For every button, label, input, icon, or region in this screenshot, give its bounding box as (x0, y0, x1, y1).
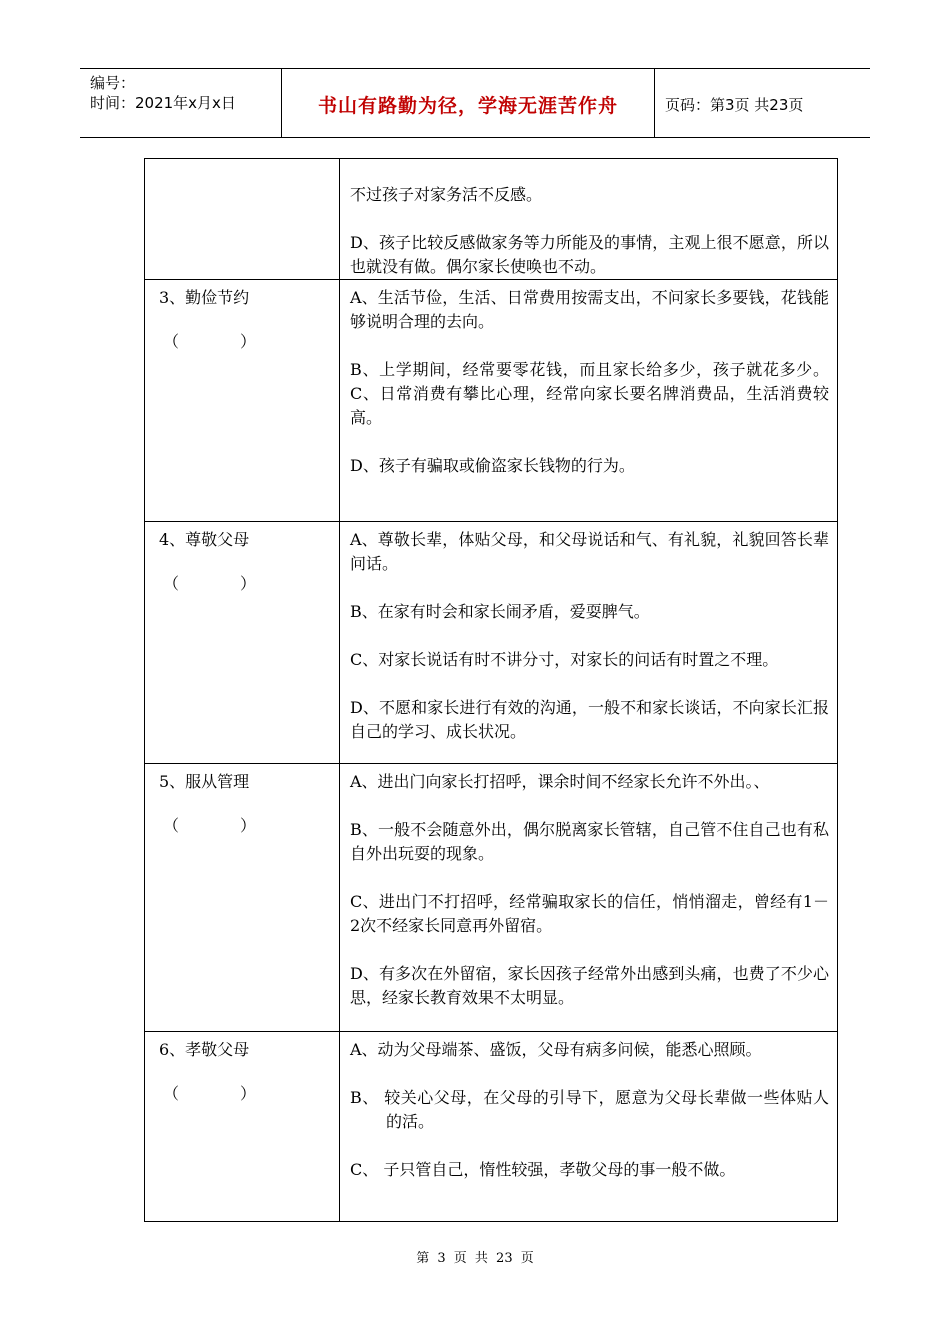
option-text: C、 子只管自己，惰性较强，孝敬父母的事一般不做。 (350, 1160, 736, 1179)
option-text: B、一般不会随意外出，偶尔脱离家长管辖，自己管不住自己也有私自外出玩耍的现象。 (350, 820, 829, 863)
table-row (145, 764, 838, 1032)
document-date-label: 时间：2021年x月x日 (90, 94, 236, 112)
header-meta (90, 73, 236, 113)
option-text: 不过孩子对家务活不反感。 (350, 185, 543, 204)
item-label: 5、服从管理 (159, 772, 250, 791)
options-cell (340, 159, 838, 280)
item-cell (145, 522, 340, 764)
page-header (80, 68, 870, 138)
option-text: A、生活节俭，生活、日常费用按需支出，不问家长多要钱，花钱能够说明合理的去向。 (350, 288, 829, 331)
item-label: 6、孝敬父母 (159, 1040, 250, 1059)
evaluation-table (144, 158, 838, 1222)
table-row (145, 1032, 838, 1222)
options-cell (340, 764, 838, 1032)
option-text: A、尊敬长辈，体贴父母，和父母说话和气、有礼貌，礼貌回答长辈问话。 (350, 530, 829, 573)
document-number-label: 编号： (90, 74, 136, 92)
item-cell (145, 159, 340, 280)
option-text: C、对家长说话有时不讲分寸，对家长的问话有时置之不理。 (350, 650, 779, 669)
item-cell (145, 764, 340, 1032)
table-row (145, 159, 838, 280)
answer-blank[interactable]: （ ） (163, 816, 257, 835)
option-text: A、动为父母端茶、盛饭，父母有病多问候，能悉心照顾。 (350, 1040, 762, 1059)
option-text: C、进出门不打招呼，经常骗取家长的信任，悄悄溜走，曾经有1－2次不经家长同意再外留宿。 (350, 892, 829, 935)
option-text: B、上学期间，经常要零花钱，而且家长给多少，孩子就花多少。C、日常消费有攀比心理，经常向家长要名牌消费品，生活消费较高。 (350, 360, 829, 427)
answer-blank[interactable]: （ ） (163, 332, 257, 351)
answer-blank[interactable]: （ ） (163, 1084, 257, 1103)
item-cell (145, 280, 340, 522)
item-cell (145, 1032, 340, 1222)
header-page-info: 页码：第3页 共23页 (665, 96, 804, 114)
option-text: D、孩子比较反感做家务等力所能及的事情，主观上很不愿意，所以也就没有做。偶尔家长使唤也不动。 (350, 233, 829, 276)
table-row (145, 280, 838, 522)
item-label: 3、勤俭节约 (159, 288, 250, 307)
option-text: D、孩子有骗取或偷盗家长钱物的行为。 (350, 456, 635, 475)
table-row (145, 522, 838, 764)
page-footer: 第 3 页 共 23 页 (416, 1251, 534, 1266)
header-motto: 书山有路勤为径，学海无涯苦作舟 (317, 95, 618, 117)
options-cell (340, 1032, 838, 1222)
item-label: 4、尊敬父母 (159, 530, 250, 549)
options-cell (340, 280, 838, 522)
answer-blank[interactable]: （ ） (163, 574, 257, 593)
option-text: B、 较关心父母，在父母的引导下，愿意为父母长辈做一些体贴人的活。 (350, 1088, 829, 1131)
option-text: A、进出门向家长打招呼，课余时间不经家长允许不外出。、 (350, 772, 770, 791)
option-text: D、不愿和家长进行有效的沟通，一般不和家长谈话，不向家长汇报自己的学习、成长状况。 (350, 698, 829, 741)
option-text: B、在家有时会和家长闹矛盾，爱耍脾气。 (350, 602, 650, 621)
options-cell (340, 522, 838, 764)
header-divider (654, 69, 655, 137)
option-text: D、有多次在外留宿，家长因孩子经常外出感到头痛，也费了不少心思，经家长教育效果不太明显。 (350, 964, 829, 1007)
